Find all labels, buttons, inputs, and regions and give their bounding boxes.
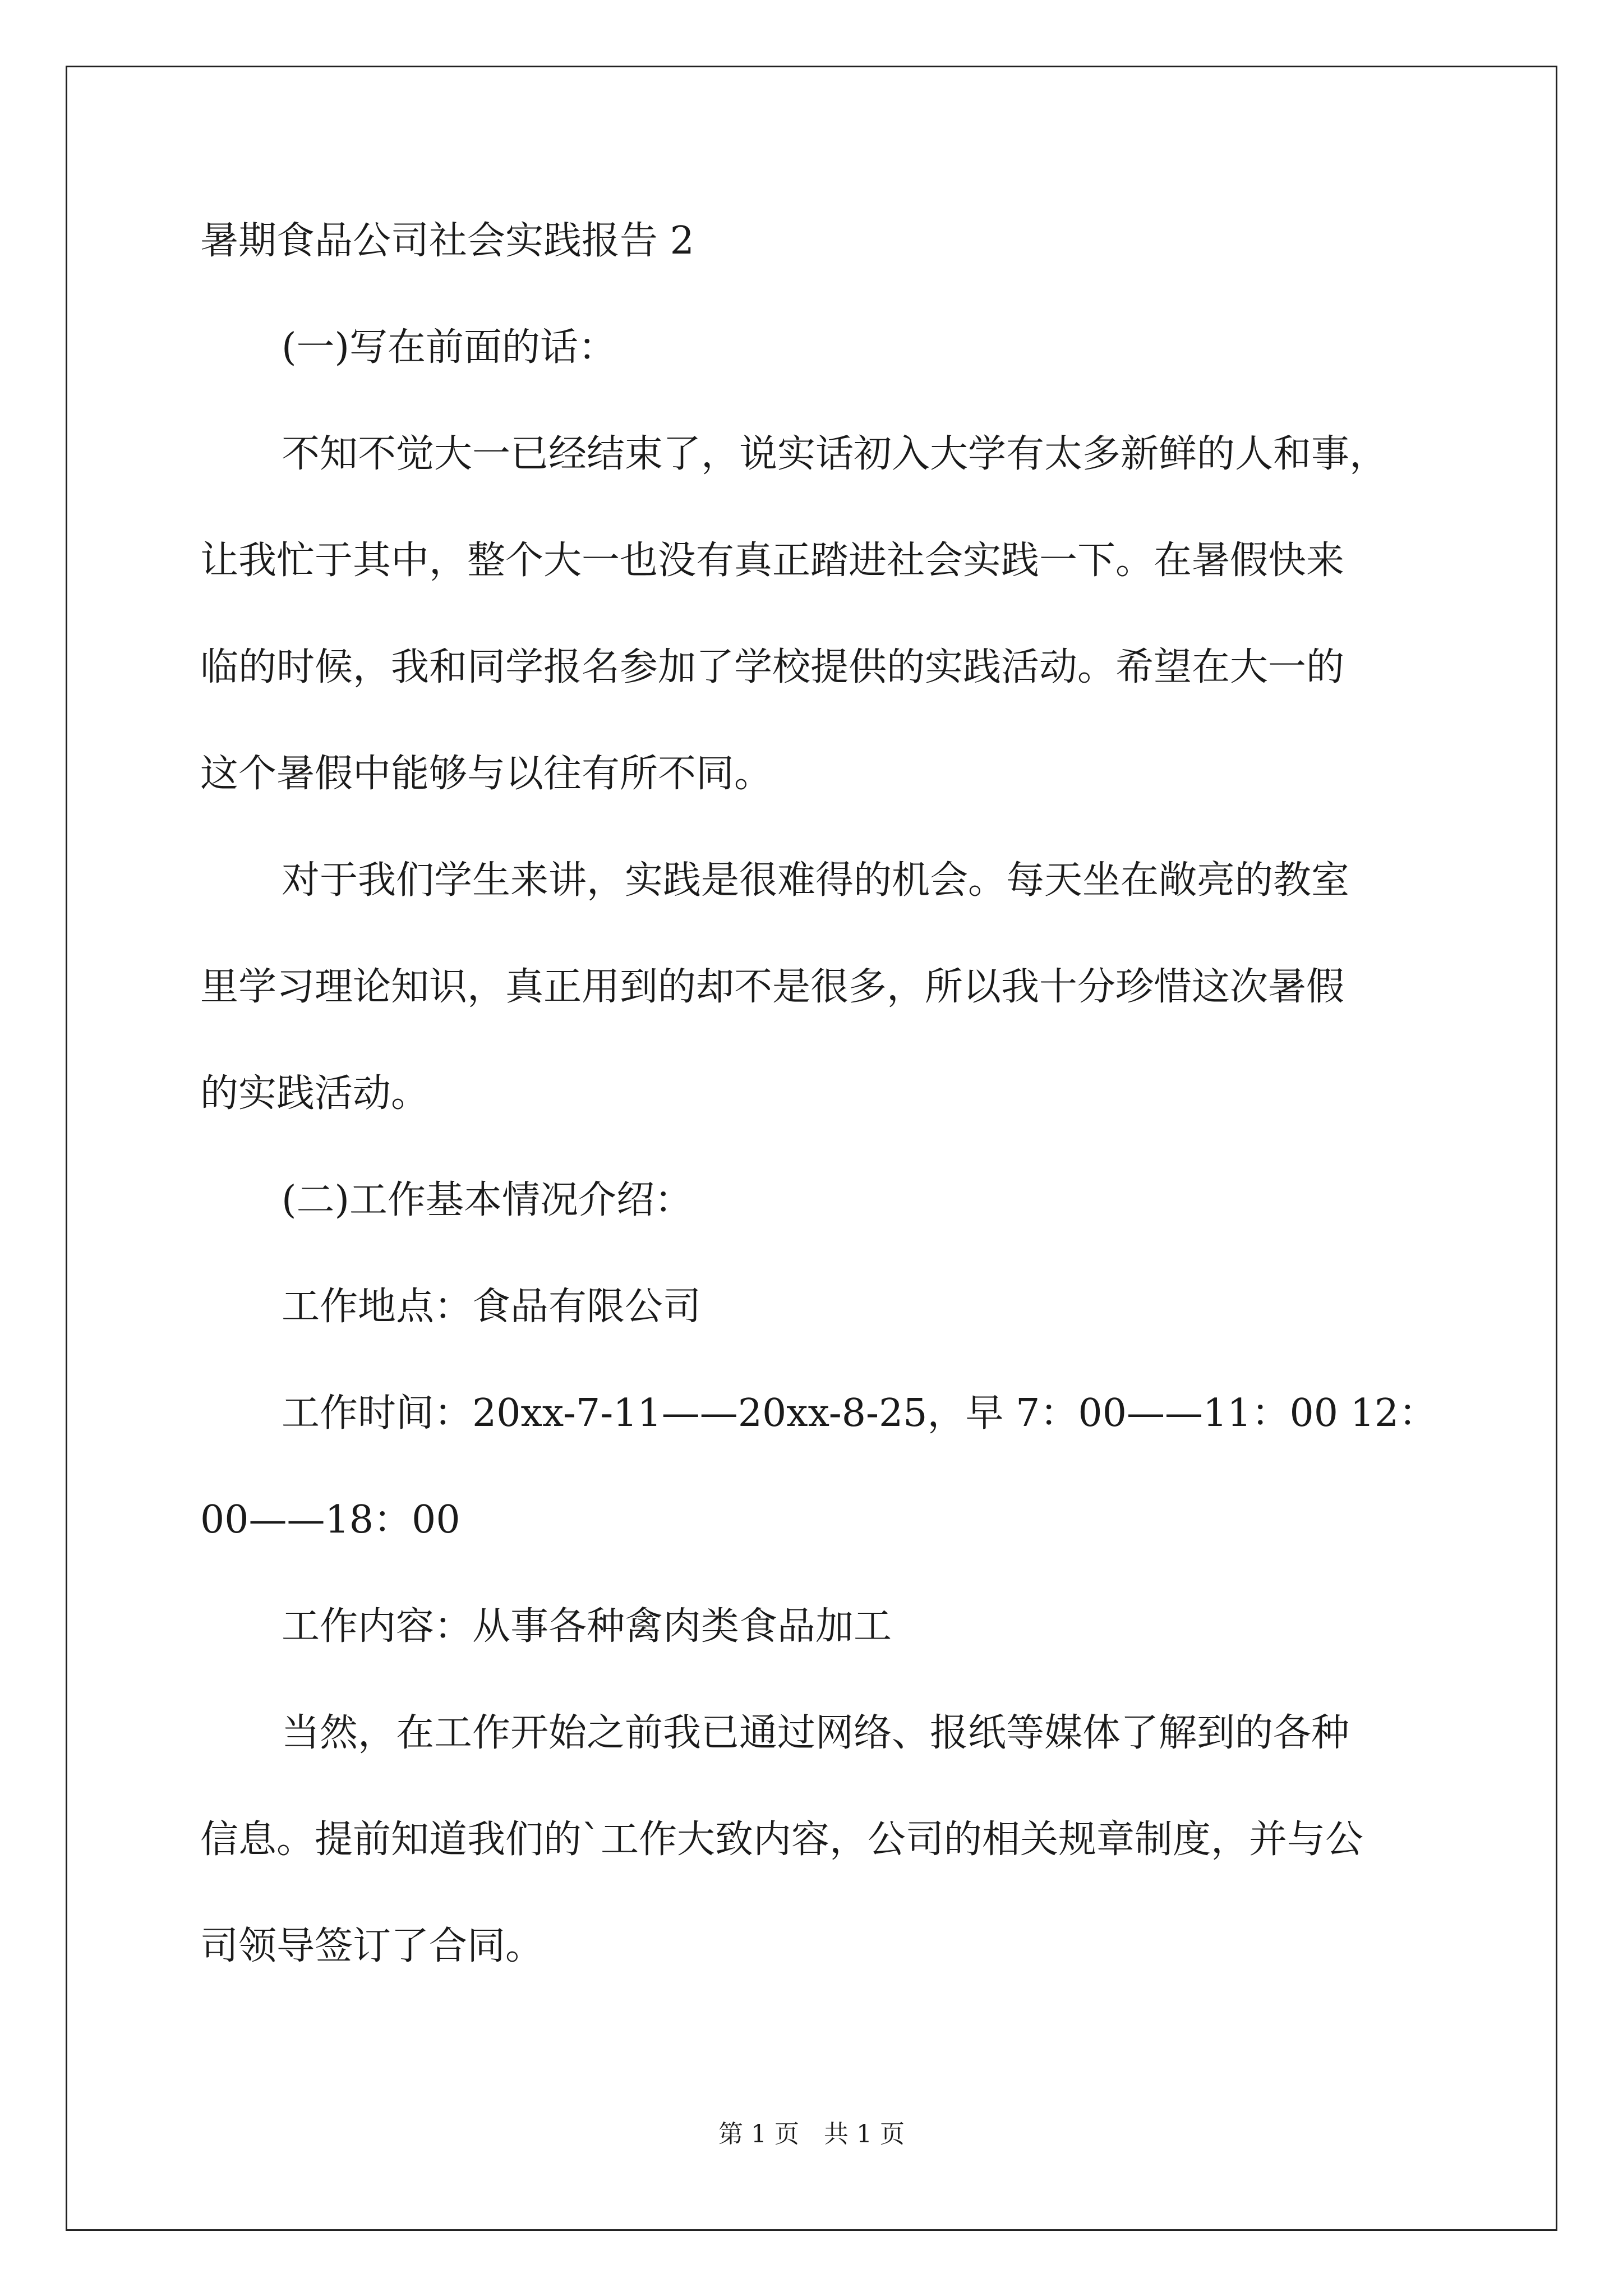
page-border	[66, 66, 1557, 2231]
work-time-continued: 00——18：00	[200, 1498, 460, 1542]
paragraph-line: 不知不觉大一已经结束了，说实话初入大学有太多新鲜的人和事，	[282, 432, 1388, 476]
paragraph-line: 司领导签订了合同。	[200, 1924, 544, 1968]
paragraph-line: 信息。提前知道我们的`工作大致内容，公司的相关规章制度，并与公	[200, 1818, 1364, 1862]
page-footer: 第 1 页 共 1 页	[718, 2120, 905, 2148]
paragraph-line: 临的时候，我和同学报名参加了学校提供的实践活动。希望在大一的	[200, 645, 1345, 689]
paragraph-line: 这个暑假中能够与以往有所不同。	[200, 752, 773, 796]
document-title: 暑期食品公司社会实践报告 2	[200, 219, 694, 263]
paragraph-line: 里学习理论知识，真正用到的却不是很多，所以我十分珍惜这次暑假	[200, 965, 1345, 1009]
paragraph-line: 让我忙于其中，整个大一也没有真正踏进社会实践一下。在暑假快来	[200, 539, 1345, 583]
section-heading: (二)工作基本情况介绍：	[282, 1178, 693, 1222]
paragraph-line: 的实践活动。	[200, 1071, 430, 1116]
work-content: 工作内容：从事各种禽肉类食品加工	[282, 1604, 892, 1649]
work-time: 工作时间：20xx-7-11——20xx-8-25，早 7：00——11：00 12：	[282, 1391, 1437, 1435]
work-location: 工作地点：食品有限公司	[282, 1285, 702, 1329]
paragraph-line: 对于我们学生来讲，实践是很难得的机会。每天坐在敞亮的教室	[282, 858, 1350, 903]
section-heading: (一)写在前面的话：	[282, 325, 617, 370]
paragraph-line: 当然，在工作开始之前我已通过网络、报纸等媒体了解到的各种	[282, 1711, 1350, 1755]
